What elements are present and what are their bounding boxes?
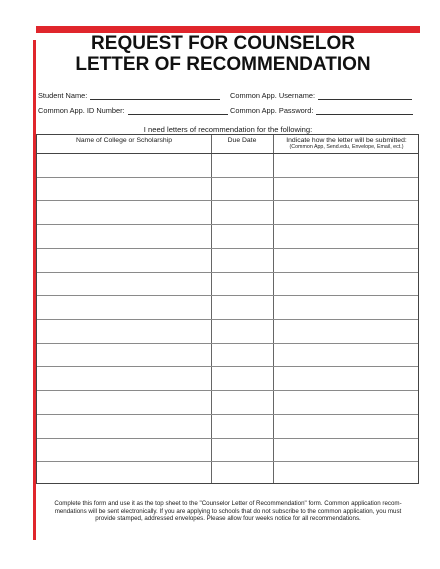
college-cell[interactable] [37,319,211,343]
college-cell[interactable] [37,343,211,367]
method-cell[interactable] [273,224,420,248]
college-cell[interactable] [37,200,211,224]
method-cell[interactable] [273,272,420,296]
password-line[interactable] [316,107,413,115]
due-date-cell[interactable] [211,177,273,201]
due-date-cell[interactable] [211,248,273,272]
college-cell[interactable] [37,438,211,462]
due-date-cell[interactable] [211,319,273,343]
method-cell[interactable] [273,248,420,272]
title-line-2: LETTER OF RECOMMENDATION [75,54,371,75]
footer-line-2: mendations will be sent electronically. If you are applying to schools that do not subscribe to the common application, you must [54,507,402,515]
username-field[interactable] [230,91,412,100]
header-method-subtext: (Common App, Send.edu, Envelope, Email, ect.) [289,144,404,150]
header-college: Name of College or Scholarship [76,137,172,144]
college-cell[interactable] [37,153,211,177]
due-date-cell[interactable] [211,272,273,296]
method-cell[interactable] [273,177,420,201]
due-date-cell[interactable] [211,438,273,462]
id-number-label: Common App. ID Number: [38,106,125,115]
instructions-footer [36,500,420,523]
due-date-cell[interactable] [211,224,273,248]
method-cell[interactable] [273,461,420,485]
due-date-cell[interactable] [211,200,273,224]
method-cell[interactable] [273,390,420,414]
college-cell[interactable] [37,272,211,296]
method-cell[interactable] [273,343,420,367]
intro-text: I need letters of recommendation for the following: [143,125,313,134]
due-date-cell[interactable] [211,343,273,367]
college-cell[interactable] [37,366,211,390]
method-cell[interactable] [273,438,420,462]
top-accent-bar [36,26,420,33]
title-line-1: REQUEST FOR COUNSELOR [91,33,355,54]
student-name-label: Student Name: [38,91,88,100]
form-title [36,33,410,75]
method-cell[interactable] [273,200,420,224]
college-cell[interactable] [37,295,211,319]
college-cell[interactable] [37,177,211,201]
due-date-cell[interactable] [211,366,273,390]
student-name-field[interactable] [38,91,220,100]
due-date-cell[interactable] [211,153,273,177]
method-cell[interactable] [273,366,420,390]
recommendation-table [36,134,419,484]
footer-line-3: provide stamped, addressed envelopes. Please allow four weeks notice for all recommendations. [95,515,361,523]
method-cell[interactable] [273,319,420,343]
header-method-text: Indicate how the letter will be submitted: [286,137,407,144]
due-date-cell[interactable] [211,390,273,414]
footer-line-1: Complete this form and use it as the top sheet to the "Counselor Letter of Recommendation" form. Common application recom- [54,500,402,507]
college-cell[interactable] [37,414,211,438]
due-date-cell[interactable] [211,461,273,485]
method-cell[interactable] [273,295,420,319]
password-field[interactable] [230,106,413,115]
username-line[interactable] [318,92,412,100]
method-cell[interactable] [273,414,420,438]
method-cell[interactable] [273,153,420,177]
student-name-line[interactable] [90,92,220,100]
id-number-line[interactable] [128,107,228,115]
username-label: Common App. Username: [230,91,316,100]
header-submission-method [273,135,420,151]
header-due-date: Due Date [227,137,257,144]
id-number-field[interactable] [38,106,228,115]
due-date-cell[interactable] [211,414,273,438]
college-cell[interactable] [37,224,211,248]
college-cell[interactable] [37,248,211,272]
due-date-cell[interactable] [211,295,273,319]
college-cell[interactable] [37,390,211,414]
password-label: Common App. Password: [230,106,314,115]
college-cell[interactable] [37,461,211,485]
